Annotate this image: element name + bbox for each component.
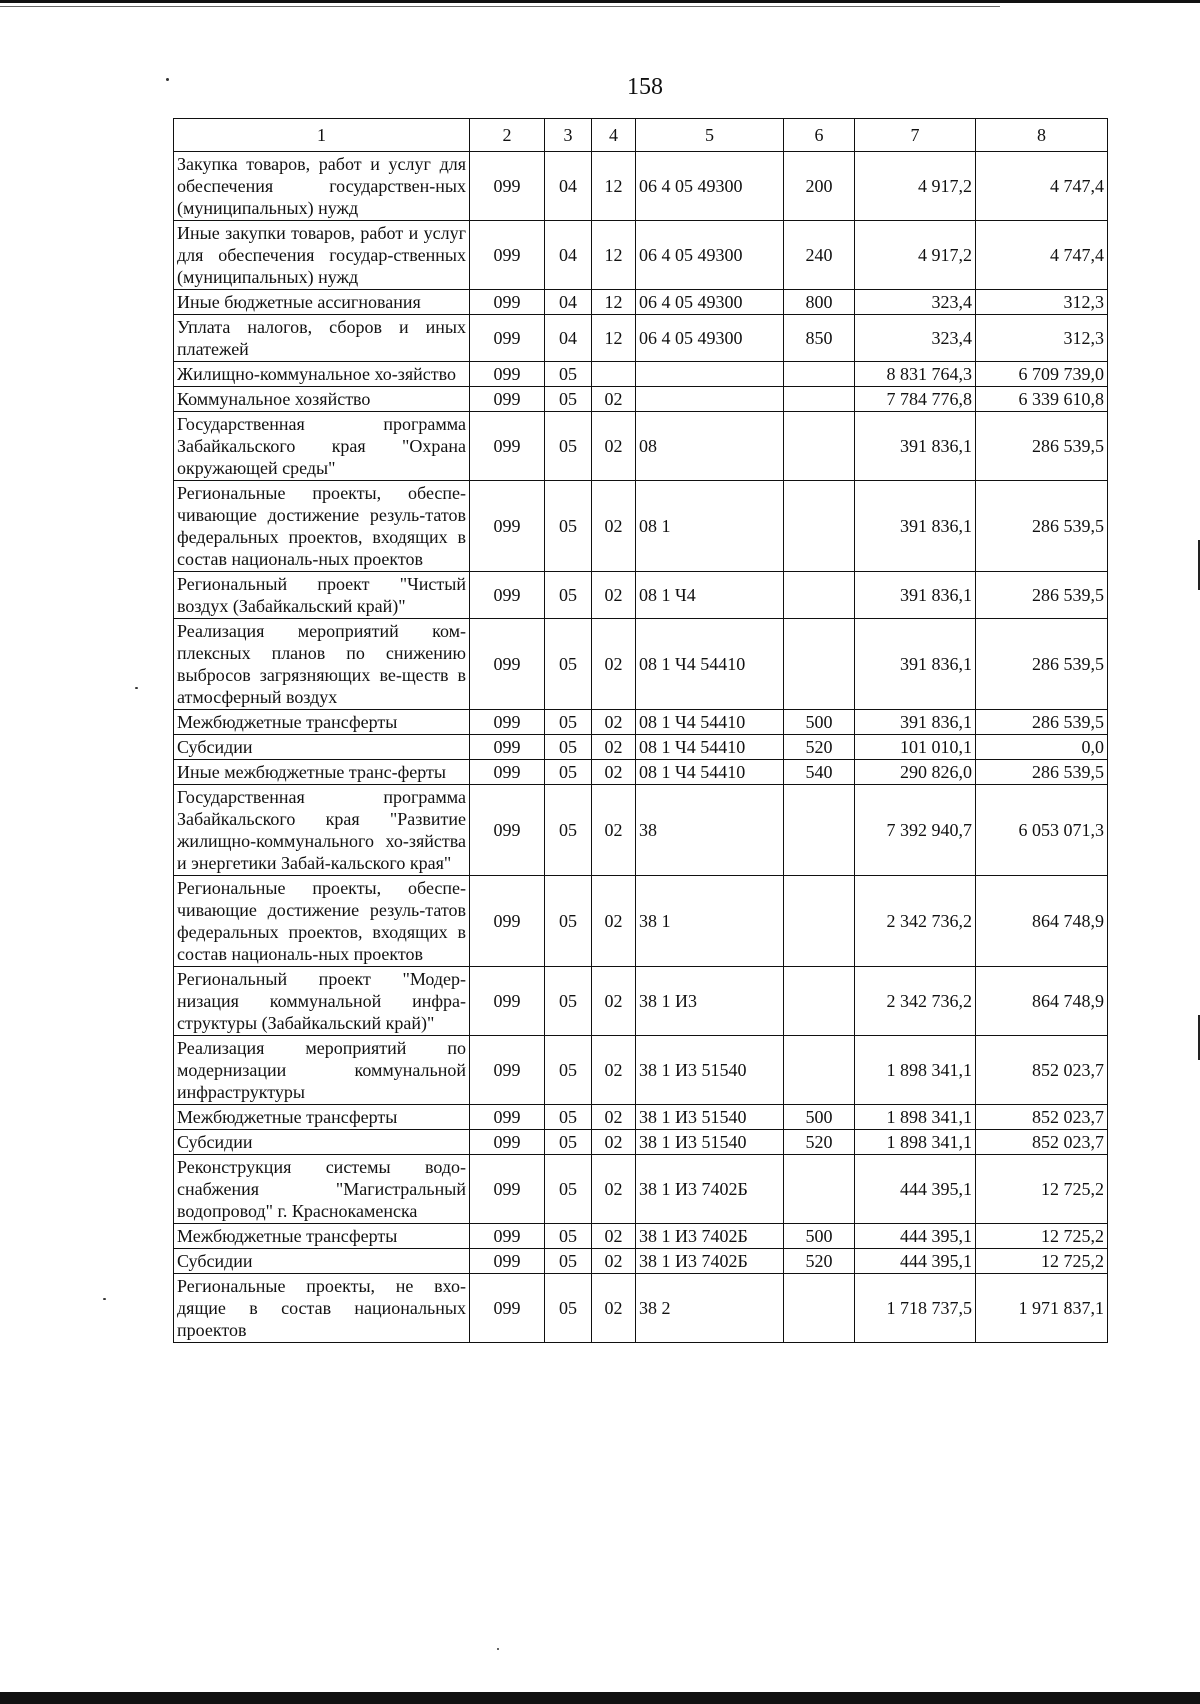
cell-subsection: 12 [592,290,636,315]
row-name: Субсидии [174,1130,470,1155]
cell-subsection: 02 [592,572,636,619]
cell-expense-type [784,481,855,572]
cell-expense-type [784,1155,855,1224]
cell-amount-year2: 286 539,5 [976,710,1108,735]
cell-ministry-code: 099 [470,619,545,710]
cell-section: 05 [545,876,592,967]
cell-amount-year1: 444 395,1 [855,1155,976,1224]
table-row [174,572,1108,619]
cell-target-article: 38 2 [636,1274,784,1343]
table-row [174,1224,1108,1249]
scan-speck [497,1648,499,1650]
cell-amount-year2: 286 539,5 [976,572,1108,619]
cell-section: 05 [545,1249,592,1274]
cell-amount-year2: 286 539,5 [976,481,1108,572]
cell-amount-year2: 286 539,5 [976,412,1108,481]
row-name: Иные бюджетные ассигнования [174,290,470,315]
table-row [174,412,1108,481]
cell-ministry-code: 099 [470,387,545,412]
cell-expense-type: 520 [784,735,855,760]
cell-ministry-code: 099 [470,1105,545,1130]
row-name: Государственная программа Забайкальского края "Охрана окружающей среды" [174,412,470,481]
cell-subsection: 12 [592,221,636,290]
cell-expense-type: 850 [784,315,855,362]
cell-target-article: 06 4 05 49300 [636,221,784,290]
cell-subsection: 02 [592,1036,636,1105]
cell-amount-year1: 101 010,1 [855,735,976,760]
row-name: Жилищно-коммунальное хо-зяйство [174,362,470,387]
cell-ministry-code: 099 [470,290,545,315]
table-row [174,760,1108,785]
table-row [174,967,1108,1036]
cell-section: 05 [545,785,592,876]
cell-target-article [636,362,784,387]
cell-ministry-code: 099 [470,710,545,735]
cell-ministry-code: 099 [470,1249,545,1274]
cell-section: 05 [545,481,592,572]
column-header: 7 [855,119,976,152]
row-name: Региональные проекты, обеспе-чивающие достижение резуль-татов федеральных проектов, входящих в состав националь-ных проектов [174,876,470,967]
cell-section: 05 [545,362,592,387]
cell-section: 05 [545,1036,592,1105]
cell-amount-year2: 12 725,2 [976,1155,1108,1224]
cell-section: 05 [545,1105,592,1130]
row-name: Региональные проекты, обеспе-чивающие достижение резуль-татов федеральных проектов, входящих в состав националь-ных проектов [174,481,470,572]
cell-amount-year2: 6 339 610,8 [976,387,1108,412]
cell-subsection: 02 [592,735,636,760]
cell-section: 04 [545,152,592,221]
top-scan-line [0,6,1000,7]
column-header: 8 [976,119,1108,152]
cell-target-article: 06 4 05 49300 [636,315,784,362]
cell-amount-year1: 7 392 940,7 [855,785,976,876]
cell-amount-year2: 852 023,7 [976,1105,1108,1130]
row-name: Закупка товаров, работ и услуг для обеспечения государствен-ных (муниципальных) нужд [174,152,470,221]
row-name: Реконструкция системы водо-снабжения "Магистральный водопровод" г. Краснокаменска [174,1155,470,1224]
cell-amount-year2: 852 023,7 [976,1036,1108,1105]
row-name: Государственная программа Забайкальского края "Развитие жилищно-коммунального хо-зяйства и энергетики Забай-кальского края" [174,785,470,876]
cell-amount-year1: 444 395,1 [855,1249,976,1274]
cell-subsection: 02 [592,1155,636,1224]
cell-ministry-code: 099 [470,315,545,362]
cell-amount-year2: 1 971 837,1 [976,1274,1108,1343]
cell-expense-type [784,412,855,481]
cell-subsection: 12 [592,152,636,221]
cell-subsection: 02 [592,1224,636,1249]
cell-target-article: 38 1 И3 7402Б [636,1249,784,1274]
cell-subsection: 02 [592,1249,636,1274]
cell-target-article [636,387,784,412]
cell-ministry-code: 099 [470,735,545,760]
table-row [174,1105,1108,1130]
cell-amount-year1: 2 342 736,2 [855,967,976,1036]
cell-amount-year1: 1 898 341,1 [855,1130,976,1155]
row-name: Иные межбюджетные транс-ферты [174,760,470,785]
cell-amount-year1: 4 917,2 [855,152,976,221]
cell-amount-year2: 312,3 [976,315,1108,362]
cell-ministry-code: 099 [470,221,545,290]
row-name: Реализация мероприятий ком-плексных планов по снижению выбросов загрязняющих ве-ществ в атмосферный воздух [174,619,470,710]
cell-amount-year1: 323,4 [855,315,976,362]
table-row [174,152,1108,221]
cell-section: 05 [545,710,592,735]
cell-expense-type: 500 [784,1224,855,1249]
cell-amount-year1: 323,4 [855,290,976,315]
cell-ministry-code: 099 [470,572,545,619]
cell-expense-type: 240 [784,221,855,290]
cell-target-article: 08 1 Ч4 54410 [636,760,784,785]
cell-expense-type [784,967,855,1036]
cell-amount-year1: 290 826,0 [855,760,976,785]
column-header: 2 [470,119,545,152]
cell-section: 05 [545,572,592,619]
table-row [174,290,1108,315]
table-row [174,1036,1108,1105]
cell-ministry-code: 099 [470,967,545,1036]
cell-target-article: 06 4 05 49300 [636,152,784,221]
cell-subsection: 02 [592,1130,636,1155]
cell-expense-type [784,876,855,967]
cell-expense-type [784,619,855,710]
cell-amount-year2: 286 539,5 [976,760,1108,785]
cell-amount-year1: 391 836,1 [855,481,976,572]
cell-amount-year1: 7 784 776,8 [855,387,976,412]
cell-amount-year1: 4 917,2 [855,221,976,290]
column-header: 5 [636,119,784,152]
cell-target-article: 38 1 И3 [636,967,784,1036]
cell-section: 05 [545,412,592,481]
cell-expense-type: 500 [784,1105,855,1130]
table-row [174,785,1108,876]
cell-expense-type: 520 [784,1249,855,1274]
cell-ministry-code: 099 [470,1224,545,1249]
cell-section: 05 [545,735,592,760]
scan-speck [103,1298,106,1300]
row-name: Региональный проект "Чистый воздух (Забайкальский край)" [174,572,470,619]
cell-subsection: 02 [592,876,636,967]
cell-amount-year2: 4 747,4 [976,152,1108,221]
table-header-row [174,119,1108,152]
cell-target-article: 08 1 [636,481,784,572]
table-row [174,481,1108,572]
cell-target-article: 08 1 Ч4 [636,572,784,619]
cell-amount-year2: 6 053 071,3 [976,785,1108,876]
cell-target-article: 38 1 И3 51540 [636,1036,784,1105]
cell-target-article: 38 [636,785,784,876]
cell-section: 05 [545,1155,592,1224]
table-row [174,710,1108,735]
table-row [174,1130,1108,1155]
cell-ministry-code: 099 [470,760,545,785]
cell-amount-year2: 864 748,9 [976,876,1108,967]
table-row [174,876,1108,967]
cell-target-article: 08 1 Ч4 54410 [636,619,784,710]
cell-amount-year2: 286 539,5 [976,619,1108,710]
cell-amount-year1: 1 898 341,1 [855,1036,976,1105]
cell-target-article: 38 1 И3 7402Б [636,1224,784,1249]
column-header: 4 [592,119,636,152]
cell-section: 05 [545,387,592,412]
cell-amount-year2: 4 747,4 [976,221,1108,290]
cell-subsection [592,362,636,387]
cell-section: 05 [545,1224,592,1249]
cell-ministry-code: 099 [470,481,545,572]
row-name: Региональные проекты, не вхо-дящие в состав национальных проектов [174,1274,470,1343]
row-name: Субсидии [174,735,470,760]
cell-section: 05 [545,967,592,1036]
cell-section: 05 [545,760,592,785]
table-row [174,315,1108,362]
row-name: Межбюджетные трансферты [174,710,470,735]
cell-expense-type [784,387,855,412]
cell-ministry-code: 099 [470,362,545,387]
cell-target-article: 06 4 05 49300 [636,290,784,315]
cell-section: 04 [545,221,592,290]
row-name: Реализация мероприятий по модернизации коммунальной инфраструктуры [174,1036,470,1105]
cell-expense-type: 800 [784,290,855,315]
table-row [174,1249,1108,1274]
cell-target-article: 38 1 [636,876,784,967]
cell-subsection: 02 [592,412,636,481]
cell-ministry-code: 099 [470,876,545,967]
cell-amount-year2: 12 725,2 [976,1249,1108,1274]
cell-section: 05 [545,1274,592,1343]
cell-ministry-code: 099 [470,1036,545,1105]
budget-table [173,118,1108,1343]
cell-amount-year2: 6 709 739,0 [976,362,1108,387]
cell-expense-type: 540 [784,760,855,785]
row-name: Межбюджетные трансферты [174,1105,470,1130]
bottom-scan-border [0,1692,1200,1704]
cell-ministry-code: 099 [470,152,545,221]
cell-ministry-code: 099 [470,1274,545,1343]
cell-amount-year2: 312,3 [976,290,1108,315]
cell-amount-year1: 1 718 737,5 [855,1274,976,1343]
cell-subsection: 12 [592,315,636,362]
cell-subsection: 02 [592,1274,636,1343]
cell-section: 05 [545,619,592,710]
table-row [174,221,1108,290]
column-header: 3 [545,119,592,152]
cell-section: 04 [545,315,592,362]
cell-subsection: 02 [592,710,636,735]
cell-ministry-code: 099 [470,1155,545,1224]
cell-expense-type [784,785,855,876]
top-scan-border [0,0,1200,3]
cell-amount-year1: 2 342 736,2 [855,876,976,967]
row-name: Коммунальное хозяйство [174,387,470,412]
cell-expense-type: 500 [784,710,855,735]
table-row [174,619,1108,710]
table-row [174,1274,1108,1343]
row-name: Межбюджетные трансферты [174,1224,470,1249]
cell-expense-type [784,572,855,619]
row-name: Субсидии [174,1249,470,1274]
cell-expense-type [784,1036,855,1105]
cell-subsection: 02 [592,619,636,710]
cell-amount-year1: 8 831 764,3 [855,362,976,387]
cell-amount-year1: 1 898 341,1 [855,1105,976,1130]
row-name: Иные закупки товаров, работ и услуг для обеспечения государ-ственных (муниципальных) нужд [174,221,470,290]
page-number: 158 [627,74,663,100]
cell-section: 05 [545,1130,592,1155]
cell-ministry-code: 099 [470,1130,545,1155]
cell-subsection: 02 [592,1105,636,1130]
cell-amount-year2: 852 023,7 [976,1130,1108,1155]
cell-expense-type: 200 [784,152,855,221]
cell-amount-year2: 12 725,2 [976,1224,1108,1249]
table-row [174,735,1108,760]
cell-section: 04 [545,290,592,315]
table-row [174,387,1108,412]
row-name: Региональный проект "Модер-низация коммунальной инфра-структуры (Забайкальский край)" [174,967,470,1036]
scan-speck [166,78,169,81]
cell-subsection: 02 [592,785,636,876]
cell-expense-type: 520 [784,1130,855,1155]
cell-ministry-code: 099 [470,785,545,876]
cell-subsection: 02 [592,760,636,785]
cell-amount-year1: 444 395,1 [855,1224,976,1249]
cell-target-article: 08 1 Ч4 54410 [636,735,784,760]
cell-amount-year1: 391 836,1 [855,619,976,710]
cell-subsection: 02 [592,387,636,412]
column-header: 1 [174,119,470,152]
cell-expense-type [784,362,855,387]
cell-amount-year2: 864 748,9 [976,967,1108,1036]
cell-target-article: 08 1 Ч4 54410 [636,710,784,735]
cell-target-article: 08 [636,412,784,481]
table-row [174,1155,1108,1224]
cell-ministry-code: 099 [470,412,545,481]
scan-speck [135,687,138,689]
cell-amount-year1: 391 836,1 [855,412,976,481]
cell-amount-year1: 391 836,1 [855,710,976,735]
cell-target-article: 38 1 И3 7402Б [636,1155,784,1224]
cell-subsection: 02 [592,481,636,572]
cell-subsection: 02 [592,967,636,1036]
cell-amount-year2: 0,0 [976,735,1108,760]
table-row [174,362,1108,387]
cell-expense-type [784,1274,855,1343]
row-name: Уплата налогов, сборов и иных платежей [174,315,470,362]
cell-target-article: 38 1 И3 51540 [636,1105,784,1130]
cell-amount-year1: 391 836,1 [855,572,976,619]
cell-target-article: 38 1 И3 51540 [636,1130,784,1155]
column-header: 6 [784,119,855,152]
